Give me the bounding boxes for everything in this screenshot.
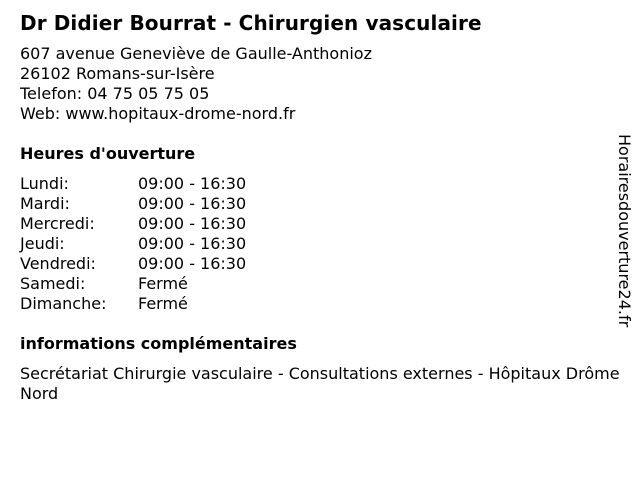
time-range: 09:00 - 16:30 bbox=[138, 254, 247, 273]
day-label: Jeudi: bbox=[20, 234, 65, 253]
day-label: Samedi: bbox=[20, 274, 86, 293]
day-label: Vendredi: bbox=[20, 254, 96, 273]
hours-row-friday bbox=[20, 254, 630, 274]
hours-row-wednesday bbox=[20, 214, 630, 234]
day-label: Dimanche: bbox=[20, 294, 107, 313]
site-watermark: Horairesdouverture24.fr bbox=[615, 134, 634, 328]
time-range: Fermé bbox=[138, 274, 188, 293]
time-range: 09:00 - 16:30 bbox=[138, 194, 247, 213]
day-label: Mercredi: bbox=[20, 214, 95, 233]
additional-info-text: Secrétariat Chirurgie vasculaire - Consultations externes - Hôpitaux Drôme Nord bbox=[20, 364, 620, 403]
opening-hours-table bbox=[20, 174, 630, 314]
time-range: 09:00 - 16:30 bbox=[138, 234, 247, 253]
additional-info-heading: informations complémentaires bbox=[20, 334, 297, 353]
day-label: Mardi: bbox=[20, 194, 70, 213]
phone-number: Telefon: 04 75 05 75 05 bbox=[20, 84, 210, 103]
opening-hours-heading: Heures d'ouverture bbox=[20, 144, 196, 163]
day-label: Lundi: bbox=[20, 174, 69, 193]
hours-row-tuesday bbox=[20, 194, 630, 214]
hours-row-thursday bbox=[20, 234, 630, 254]
website-link[interactable]: Web: www.hopitaux-drome-nord.fr bbox=[20, 104, 296, 123]
hours-row-sunday bbox=[20, 294, 630, 314]
practice-card bbox=[20, 10, 630, 404]
street-address: 607 avenue Geneviève de Gaulle-Anthonioz bbox=[20, 44, 372, 63]
hours-row-monday bbox=[20, 174, 630, 194]
address-block bbox=[20, 44, 630, 124]
city-postal-code: 26102 Romans-sur-Isère bbox=[20, 64, 215, 83]
time-range: 09:00 - 16:30 bbox=[138, 214, 247, 233]
page-title: Dr Didier Bourrat - Chirurgien vasculaire bbox=[20, 11, 482, 35]
time-range: 09:00 - 16:30 bbox=[138, 174, 247, 193]
time-range: Fermé bbox=[138, 294, 188, 313]
hours-row-saturday bbox=[20, 274, 630, 294]
